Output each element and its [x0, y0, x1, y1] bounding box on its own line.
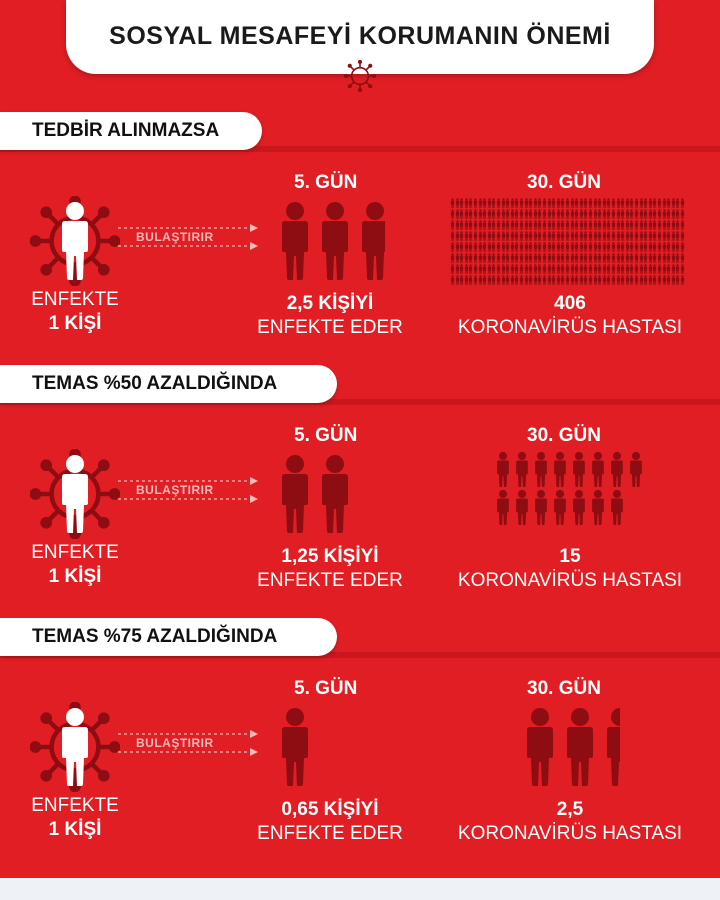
day5-value: 1,25 KİŞİYİ — [281, 546, 379, 567]
arrow-icon — [118, 241, 258, 251]
infected-count — [0, 541, 150, 589]
day30-value: 406 — [554, 293, 586, 314]
infected-line2: 1 KİŞİ — [48, 313, 102, 334]
person-icon — [680, 275, 685, 285]
arrow-icon — [118, 729, 258, 739]
person-icon — [560, 706, 600, 786]
day5-result — [240, 545, 420, 593]
person-icon — [680, 253, 685, 263]
footer-strip — [0, 878, 720, 900]
day30-header: 30. GÜN — [527, 425, 601, 446]
day5-value: 2,5 KİŞİYİ — [286, 293, 374, 314]
day30-caption: KORONAVİRÜS HASTASI — [457, 570, 683, 591]
day30-caption: KORONAVİRÜS HASTASI — [457, 823, 683, 844]
person-icon — [355, 200, 385, 280]
spreads-label: BULAŞTIRIR — [136, 230, 214, 244]
person-icon — [494, 489, 512, 525]
person-icon — [532, 451, 550, 487]
person-icon — [551, 451, 569, 487]
day5-result — [240, 798, 420, 846]
spreads-label: BULAŞTIRIR — [136, 483, 214, 497]
infected-count — [0, 288, 150, 336]
day5-header: 5. GÜN — [294, 425, 358, 446]
day5-header: 5. GÜN — [294, 678, 358, 699]
infected-person-icon — [55, 453, 95, 533]
person-icon — [494, 451, 512, 487]
day5-caption: ENFEKTE EDER — [257, 570, 403, 591]
person-icon — [589, 451, 607, 487]
arrow-icon — [118, 476, 258, 486]
person-icon — [315, 200, 355, 280]
infected-count — [0, 794, 150, 842]
person-icon — [589, 489, 607, 525]
infected-line1: ENFEKTE — [31, 795, 119, 816]
person-icon — [532, 489, 550, 525]
day5-result — [240, 292, 420, 340]
person-icon — [680, 198, 685, 208]
section — [0, 365, 720, 615]
person-icon — [680, 220, 685, 230]
person-icon — [608, 489, 626, 525]
person-icon — [275, 453, 315, 533]
infected-line1: ENFEKTE — [31, 542, 119, 563]
person-icon — [570, 489, 588, 525]
person-icon — [513, 451, 531, 487]
day5-header: 5. GÜN — [294, 172, 358, 193]
arrow-icon — [118, 494, 258, 504]
day30-header: 30. GÜN — [527, 678, 601, 699]
day30-value: 15 — [559, 546, 581, 567]
day30-value: 2,5 — [556, 799, 584, 820]
person-icon — [275, 706, 315, 786]
page-title: SOSYAL MESAFEYİ KORUMANIN ÖNEMİ — [109, 22, 611, 50]
spreads-label: BULAŞTIRIR — [136, 736, 214, 750]
infected-person-icon — [55, 706, 95, 786]
day30-caption: KORONAVİRÜS HASTASI — [457, 317, 683, 338]
person-icon — [680, 242, 685, 252]
person-icon — [680, 231, 685, 241]
day30-people — [440, 704, 620, 796]
section — [0, 618, 720, 868]
person-icon — [600, 706, 620, 786]
infected-line2: 1 KİŞİ — [48, 819, 102, 840]
day5-people — [275, 453, 385, 533]
day30-people — [440, 451, 690, 543]
day30-result — [440, 545, 700, 593]
person-icon — [680, 264, 685, 274]
arrow-icon — [118, 747, 258, 757]
section-label: TEMAS %50 AZALDIĞINDA — [0, 365, 337, 403]
person-icon — [570, 451, 588, 487]
infected-person-icon — [55, 200, 95, 280]
day30-header: 30. GÜN — [527, 172, 601, 193]
day5-people — [275, 200, 385, 280]
day5-people — [275, 706, 385, 786]
arrow-icon — [118, 223, 258, 233]
person-icon — [520, 706, 560, 786]
person-icon — [680, 209, 685, 219]
day5-value: 0,65 KİŞİYİ — [281, 799, 379, 820]
section — [0, 112, 720, 362]
virus-icon — [344, 60, 376, 92]
day30-people — [440, 198, 690, 290]
day30-result — [440, 292, 700, 340]
infected-line2: 1 KİŞİ — [48, 566, 102, 587]
person-icon — [275, 200, 315, 280]
day5-caption: ENFEKTE EDER — [257, 317, 403, 338]
person-icon — [315, 453, 355, 533]
day5-caption: ENFEKTE EDER — [257, 823, 403, 844]
person-icon — [551, 489, 569, 525]
person-icon — [513, 489, 531, 525]
infected-line1: ENFEKTE — [31, 289, 119, 310]
person-icon — [608, 451, 626, 487]
person-icon — [627, 451, 645, 487]
section-label: TEDBİR ALINMAZSA — [0, 112, 262, 150]
day30-result — [440, 798, 700, 846]
section-label: TEMAS %75 AZALDIĞINDA — [0, 618, 337, 656]
